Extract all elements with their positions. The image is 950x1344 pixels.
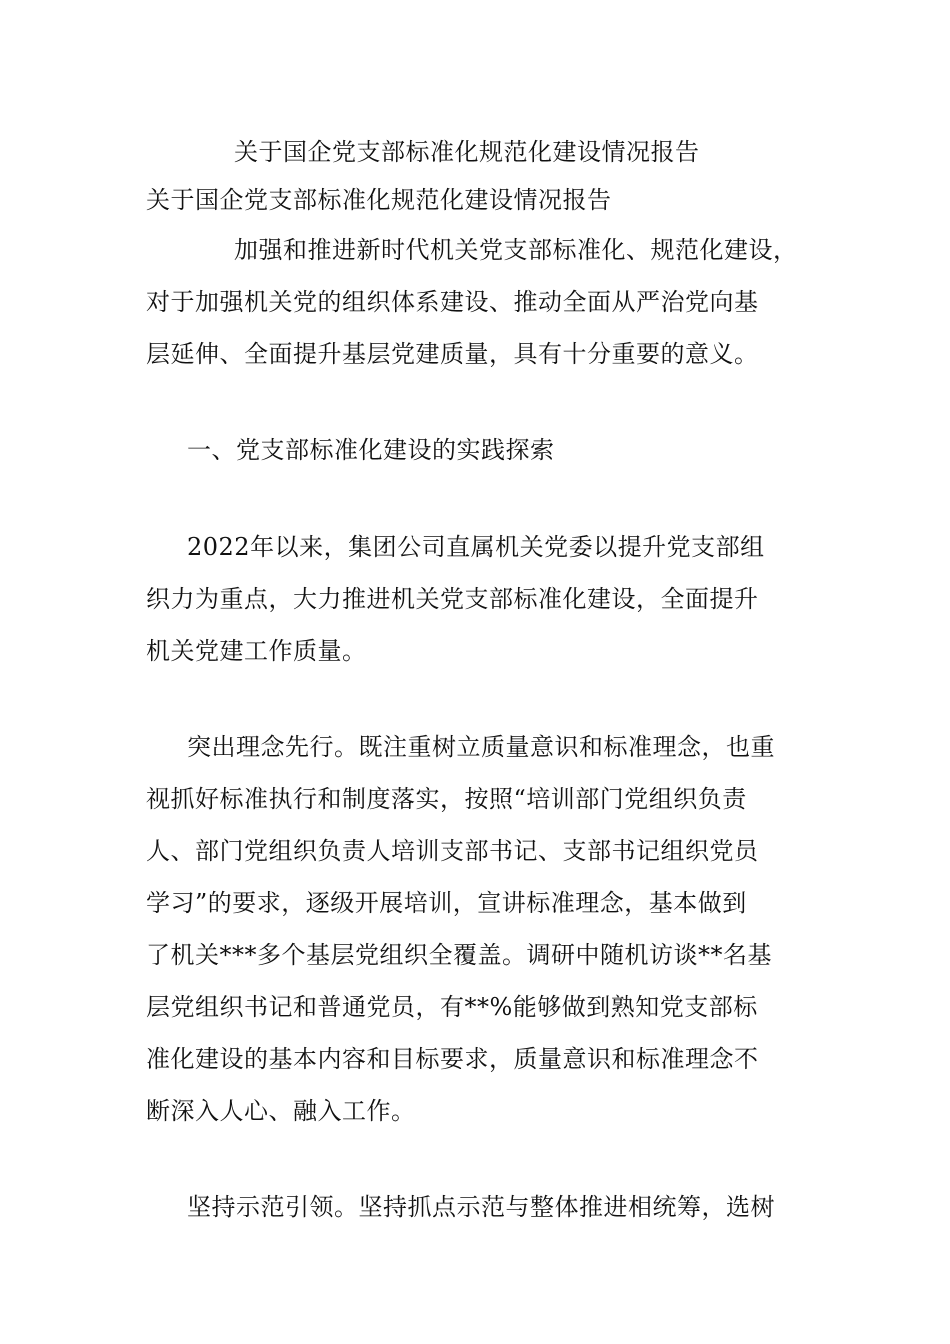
document-subtitle: 关于国企党支部标准化规范化建设情况报告 xyxy=(146,186,612,214)
paragraph-line: 断深入人心、融入工作。 xyxy=(146,1097,416,1125)
paragraph-line: 学习”的要求，逐级开展培训，宣讲标准理念，基本做到 xyxy=(146,889,747,917)
paragraph-line: 层延伸、全面提升基层党建质量，具有十分重要的意义。 xyxy=(146,340,759,368)
paragraph-line: 突出理念先行。既注重树立质量意识和标准理念，也重 xyxy=(187,733,775,761)
paragraph-line: 准化建设的基本内容和目标要求，质量意识和标准理念不 xyxy=(146,1045,759,1073)
paragraph-line: 2022年以来，集团公司直属机关党委以提升党支部组 xyxy=(187,533,765,561)
paragraph-line: 了机关***多个基层党组织全覆盖。调研中随机访谈**名基 xyxy=(146,941,772,969)
paragraph-line: 机关党建工作质量。 xyxy=(146,637,367,665)
paragraph-line: 视抓好标准执行和制度落实，按照“培训部门党组织负责 xyxy=(146,785,747,813)
paragraph-line: 坚持示范引领。坚持抓点示范与整体推进相统筹，选树 xyxy=(187,1193,775,1221)
paragraph-line: 层党组织书记和普通党员，有**%能够做到熟知党支部标 xyxy=(146,993,758,1021)
document-title: 关于国企党支部标准化规范化建设情况报告 xyxy=(234,138,700,166)
paragraph-line: 加强和推进新时代机关党支部标准化、规范化建设， xyxy=(234,236,798,264)
section-heading: 一、党支部标准化建设的实践探索 xyxy=(187,436,555,464)
paragraph-line: 对于加强机关党的组织体系建设、推动全面从严治党向基 xyxy=(146,288,759,316)
paragraph-line: 织力为重点，大力推进机关党支部标准化建设，全面提升 xyxy=(146,585,759,613)
paragraph-line: 人、部门党组织负责人培训支部书记、支部书记组织党员 xyxy=(146,837,759,865)
